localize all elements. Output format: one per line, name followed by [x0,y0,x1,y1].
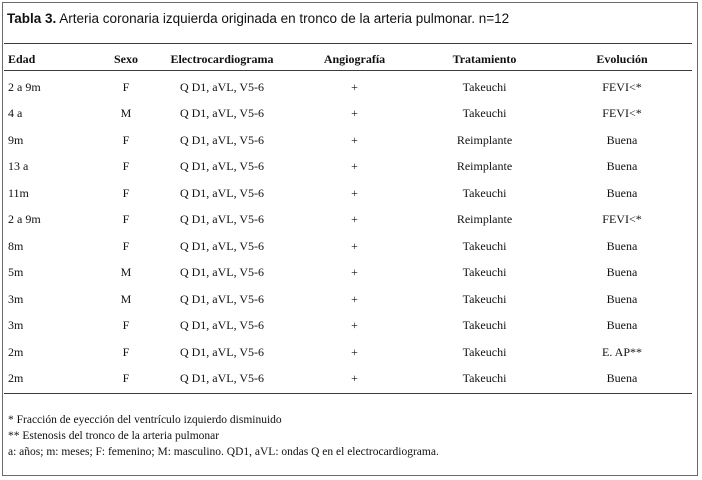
cell-tratamiento: Takeuchi [462,344,507,359]
cell-sexo: M [120,106,132,121]
cell-electrocardiograma: Q D1, aVL, V5-6 [179,265,265,280]
cell-edad: 4 a [8,106,23,121]
cell-electrocardiograma: Q D1, aVL, V5-6 [179,159,265,174]
cell-electrocardiograma: Q D1, aVL, V5-6 [179,238,265,253]
cell-electrocardiograma: Q D1, aVL, V5-6 [179,212,265,227]
cell-electrocardiograma: Q D1, aVL, V5-6 [179,106,265,121]
cell-sexo: F [122,79,130,94]
table-row [4,366,692,393]
cell-evolucion: Buena [606,159,638,174]
table-title: Arteria coronaria izquierda originada en tronco de la arteria pulmonar. n=12 [59,11,510,26]
cell-edad: 9m [8,132,24,147]
cell-electrocardiograma: Q D1, aVL, V5-6 [179,185,265,200]
cell-evolucion: Buena [606,265,638,280]
footnote-fevi: * Fracción de eyección del ventrículo izquierdo disminuido [8,414,282,426]
cell-angiografia: + [351,238,358,253]
cell-evolucion: Buena [606,132,638,147]
cell-tratamiento: Takeuchi [462,291,507,306]
cell-sexo: F [122,159,130,174]
data-table [4,47,692,392]
cell-electrocardiograma: Q D1, aVL, V5-6 [179,318,265,333]
cell-angiografia: + [351,318,358,333]
cell-electrocardiograma: Q D1, aVL, V5-6 [179,291,265,306]
cell-tratamiento: Takeuchi [462,265,507,280]
cell-edad: 5m [8,265,24,280]
cell-evolucion: FEVI<* [602,79,642,94]
cell-edad: 2m [8,371,24,386]
column-header-electrocardiograma: Electrocardiograma [170,51,274,66]
cell-electrocardiograma: Q D1, aVL, V5-6 [179,79,265,94]
bottom-rule [4,393,692,394]
cell-evolucion: Buena [606,371,638,386]
cell-angiografia: + [351,79,358,94]
cell-evolucion: Buena [606,291,638,306]
footnote-estenosis: ** Estenosis del tronco de la arteria pulmonar [8,430,220,442]
table-row [4,286,692,313]
cell-sexo: F [122,371,130,386]
cell-angiografia: + [351,185,358,200]
table-row [4,71,692,101]
cell-edad: 3m [8,318,24,333]
column-header-evolucion: Evolución [596,51,648,66]
cell-electrocardiograma: Q D1, aVL, V5-6 [179,371,265,386]
table-footnotes [8,412,439,460]
cell-electrocardiograma: Q D1, aVL, V5-6 [179,344,265,359]
cell-tratamiento: Takeuchi [462,106,507,121]
cell-sexo: F [122,212,130,227]
cell-edad: 11m [8,185,29,200]
cell-angiografia: + [351,291,358,306]
table-row [4,154,692,181]
table-row [4,260,692,287]
cell-evolucion: FEVI<* [602,106,642,121]
cell-evolucion: FEVI<* [602,212,642,227]
cell-evolucion: Buena [606,185,638,200]
cell-sexo: F [122,238,130,253]
cell-edad: 3m [8,291,24,306]
cell-angiografia: + [351,265,358,280]
cell-edad: 2m [8,344,24,359]
cell-angiografia: + [351,132,358,147]
cell-tratamiento: Reimplante [456,132,513,147]
cell-sexo: M [120,265,132,280]
table-caption [7,11,509,26]
footnote-abbreviations: a: años; m: meses; F: femenino; M: masculino. QD1, aVL: ondas Q en el electrocardiograma. [8,446,439,458]
cell-sexo: F [122,318,130,333]
cell-angiografia: + [351,371,358,386]
table-row [4,127,692,154]
cell-tratamiento: Takeuchi [462,371,507,386]
cell-sexo: F [122,185,130,200]
column-header-tratamiento: Tratamiento [452,51,517,66]
cell-evolucion: Buena [606,238,638,253]
cell-tratamiento: Takeuchi [462,318,507,333]
column-header-edad: Edad [8,51,36,66]
cell-evolucion: Buena [606,318,638,333]
cell-angiografia: + [351,212,358,227]
cell-evolucion: E. AP** [601,344,642,359]
top-rule [4,43,692,44]
table-row [4,207,692,234]
cell-tratamiento: Takeuchi [462,185,507,200]
cell-electrocardiograma: Q D1, aVL, V5-6 [179,132,265,147]
cell-angiografia: + [351,159,358,174]
table-label: Tabla 3. [7,11,57,26]
cell-sexo: F [122,132,130,147]
cell-tratamiento: Takeuchi [462,238,507,253]
cell-edad: 2 a 9m [8,212,41,227]
cell-edad: 8m [8,238,24,253]
cell-tratamiento: Reimplante [456,159,513,174]
cell-angiografia: + [351,344,358,359]
table-row [4,180,692,207]
cell-tratamiento: Takeuchi [462,79,507,94]
table-row [4,313,692,340]
column-header-sexo: Sexo [114,51,138,66]
table-row [4,233,692,260]
cell-edad: 2 a 9m [8,79,41,94]
cell-edad: 13 a [8,159,29,174]
cell-sexo: M [120,291,132,306]
cell-angiografia: + [351,106,358,121]
header-row [4,47,692,71]
cell-tratamiento: Reimplante [456,212,513,227]
table-body [4,71,692,392]
table-row [4,339,692,366]
table-row [4,101,692,128]
cell-sexo: F [122,344,130,359]
column-header-angiografia: Angiografía [323,51,386,66]
